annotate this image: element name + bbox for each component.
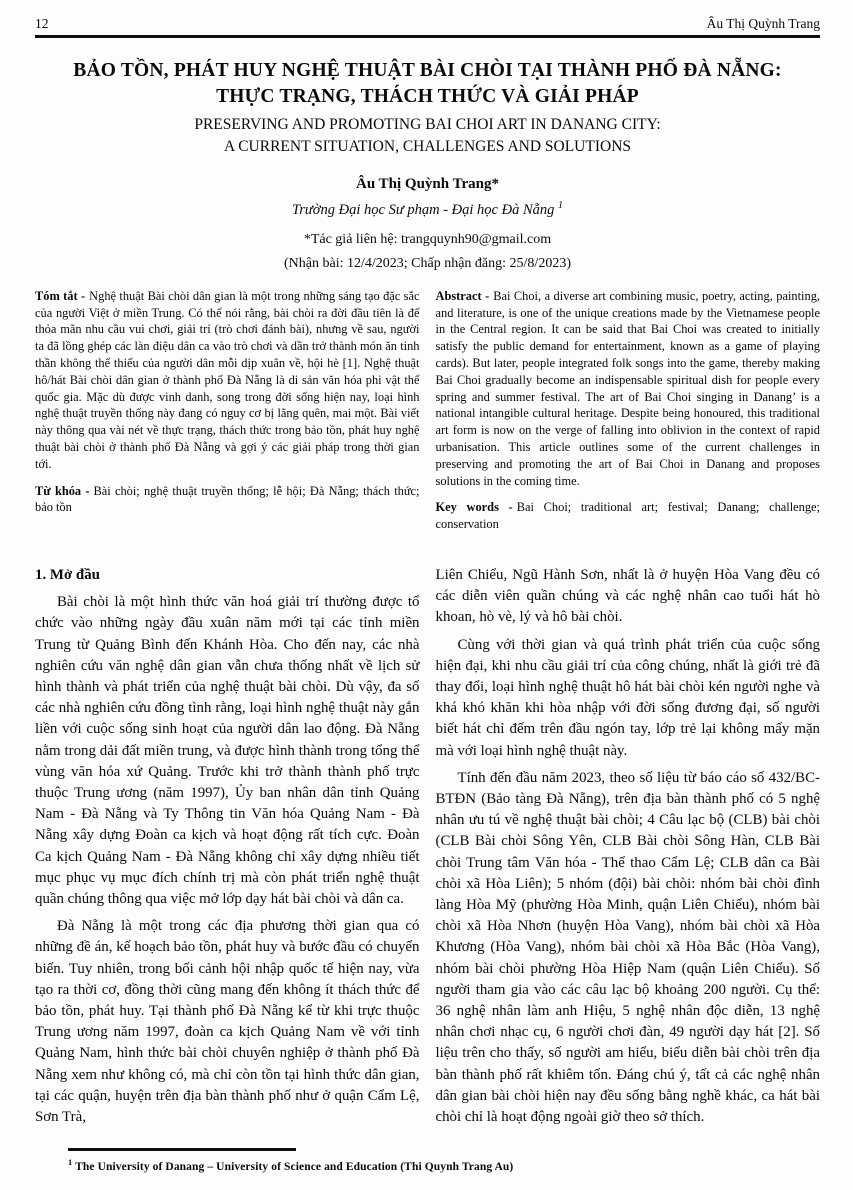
affiliation-text: Trường Đại học Sư phạm - Đại học Đà Nẵng — [291, 201, 555, 218]
abstract-vietnamese-column — [35, 288, 420, 543]
body-paragraph: Tính đến đầu năm 2023, theo số liệu từ báo cáo số 432/BC-BTĐN (Bảo tàng Đà Nẵng), trên địa bàn thành phố có 5 nghệ nhân ưu tú về nghệ thuật bài chòi; 4 Câu lạc bộ (CLB) bài chòi (CLB Bài chòi Sông Yên, CLB Bài chòi Sông Hàn, CLB Bài chòi Trung tâm Văn hóa - Thể thao Cẩm Lệ; CLB dân ca Bài chòi xã Hòa Liên); 5 nhóm (đội) bài chòi: nhóm bài chòi đình làng Hòa Mỹ (phường Hòa Minh, quận Liên Chiểu), nhóm bài chòi xã Hòa Nhơn (huyện Hòa Vang), nhóm bài chòi xã Hòa Khương (Hòa Vang), nhóm bài chòi xã Hòa Bắc (Hòa Vang), nhóm bài chòi phường Hòa Hiệp Nam (quận Liên Chiểu). Số người tham gia vào các câu lạc bộ khoảng 200 người. Cụ thể: 36 nghệ nhân làm anh Hiệu, 5 nghệ nhân độc diễn, 13 nghệ nhân chơi nhạc cụ, 6 người chơi đàn, 49 người dạy hát [2]. Số liệu trên cho thấy, số người am hiểu, biểu diễn bài chòi trên địa bàn thành phố rất khiêm tốn. Đáng chú ý, tất cả các nghệ nhân dân gian bài chòi hiện nay đều sống bằng nghề khác, ca hát bài chòi chỉ là hoạt động ngoài giờ theo sở thích. — [435, 769, 820, 1126]
body-left-column — [35, 565, 420, 1134]
keywords-en — [436, 499, 821, 533]
body-right-column — [436, 565, 821, 1134]
keywords-vi-label: Từ khóa - — [35, 483, 90, 498]
abstract-en-text: Bai Choi, a diverse art combining music, poetry, acting, painting, and literature, is one of the unique creations made by the Vietnamese people in the Central region. It can be said that Bai Choi was created to initially satisfy the public demand for entertainment, known as a game of playing cards). But later, people integrated folk songs into the game, thereby making Bai Choi gradually become an indispensable spiritual dish for people every spring and summer festival. The art of Bai Choi singing in Danang’ is a national intangible cultural heritage. Despite being honoured, this traditional art form is now on the verge of falling into oblivion in the context of rapid urbanisation. This article outlines some of the current challenges in preserving and promoting the art of Bai Choi in Danang and proposes solutions in the coming time. — [435, 288, 820, 488]
author-affiliation — [35, 200, 820, 219]
title-block — [35, 58, 820, 272]
title-en-line2: A CURRENT SITUATION, CHALLENGES AND SOLUTIONS — [223, 138, 632, 155]
footnote-divider — [68, 1148, 296, 1151]
title-vi-line2: THỰC TRẠNG, THÁCH THỨC VÀ GIẢI PHÁP — [216, 86, 639, 107]
body-paragraph: Cùng với thời gian và quá trình phát triển của cuộc sống hiện đại, khi nhu cầu giải trí của công chúng, nhất là giới trẻ đã thay đổi, loại hình nghệ thuật hô hát bài chòi kén người nghe và khá khó khăn khi hòa nhập với đời sống đương đại, số người biết hát chỉ đếm trên đầu ngón tay, lớp trẻ lại không mấy mặn mà với loại hình nghệ thuật này. — [435, 636, 820, 759]
section-1-heading: 1. Mở đầu — [35, 566, 100, 583]
abstract-english-column — [436, 288, 821, 543]
paper-title-vietnamese — [35, 58, 820, 110]
footnote — [68, 1157, 820, 1173]
body-paragraph: Bài chòi là một hình thức văn hoá giải trí thường được tổ chức vào những ngày đầu xuân năm mới tại các tỉnh miền Trung từ Quảng Bình đến Khánh Hòa. Cho đến nay, các nhà nghiên cứu văn nghệ dân gian vẫn chưa thống nhất về lịch sử hình thành và phát triển của nghệ thuật bài chòi. Dù vậy, đa số các nhà nghiên cứu đồng tình rằng, loại hình nghệ thuật này gắn liền với cuộc sống sinh hoạt của người dân lao động. Đà Nẵng nằm trong dải đất miền trung, và được hình thành trong tổng thể vùng văn hóa xứ Quảng. Trước khi trở thành thành phố trực thuộc Trung ương (năm 1997), Ủy ban nhân dân tỉnh Quảng Nam - Đà Nẵng và Ty Thông tin Văn hóa Quảng Nam - Đà Nẵng xây dựng Đoàn ca kịch và hoạt động rất tích cực. Đoàn Ca kịch Quảng Nam - Đà Nẵng không chỉ xây dựng nhiều tiết mục phục vụ mục đích chính trị mà còn phát triển nghệ thuật quần chúng thông qua việc mở lớp dạy hát bài chòi và dân ca. — [35, 594, 420, 908]
title-vi-line1: BẢO TỒN, PHÁT HUY NGHỆ THUẬT BÀI CHÒI TẠI THÀNH PHỐ ĐÀ NẴNG: — [73, 60, 782, 81]
running-head-author: Âu Thị Quỳnh Trang — [706, 16, 820, 31]
footnote-marker: 1 — [68, 1157, 73, 1168]
running-header — [35, 16, 820, 38]
page-number: 12 — [35, 16, 49, 31]
keywords-vi — [35, 483, 420, 517]
author-name: Âu Thị Quỳnh Trang* — [356, 176, 499, 192]
abstract-en-label: Abstract - — [435, 288, 490, 303]
abstract-vi-label: Tóm tắt - — [35, 288, 86, 303]
affiliation-footnote-marker: 1 — [558, 200, 564, 211]
keywords-en-label: Key words - — [435, 500, 513, 515]
body-paragraph: Đà Nẵng là một trong các địa phương thời gian qua có những đề án, kế hoạch bảo tồn, phát huy và bước đầu có chuyển biến. Tuy nhiên, trong bối cảnh hội nhập quốc tế hiện nay, vừa tạo ra thời cơ, đồng thời cũng mang đến không ít thách thức để bảo tồn, phát huy. Tại thành phố Đà Nẵng kể từ khi trực thuộc Trung ương năm 1997, đoàn ca kịch Quảng Nam về với tỉnh Quảng Nam, hình thức bài chòi chuyên nghiệp ở thành phố Đà Nẵng xem như không có, mà chỉ còn tồn tại hình thức dân gian, tại các quận, huyện trên địa bàn thành phố như ở quận Cẩm Lệ, Sơn Trà, — [35, 918, 420, 1126]
received-accepted-dates: (Nhận bài: 12/4/2023; Chấp nhận đăng: 25/8/2023) — [284, 255, 571, 271]
paper-title-english — [35, 114, 820, 158]
body-paragraph: Liên Chiểu, Ngũ Hành Sơn, nhất là ở huyện Hòa Vang đều có các diễn viên quần chúng và các nghệ nhân cao tuổi hát hò khoan, hò vè, lý và hô bài chòi. — [435, 566, 820, 626]
keywords-vi-text: Bài chòi; nghệ thuật truyền thống; lễ hội; Đà Nẵng; thách thức; bảo tồn — [35, 483, 420, 515]
abstract-vi — [35, 288, 420, 473]
abstract-vi-text: Nghệ thuật Bài chòi dân gian là một trong những sáng tạo đặc sắc của người Việt ở miền Trung. Có thể nói rằng, bài chòi ra đời đầu tiên là để thỏa mãn nhu cầu vui chơi, giải trí (trò chơi đánh bài), nhưng về sau, người ta đã lồng ghép các làn điệu dân ca vào trò chơi và dần trở thành món ăn tinh thần không thể thiếu của người dân mỗi dịp xuân về, hội hè [1]. Nghệ thuật hô/hát Bài chòi dân gian ở thành phố Đà Nẵng là di sản văn hóa phi vật thể quốc gia. Mặc dù được vinh danh, song trong đời sống hiện nay, loại hình nghệ thuật truyền thống này đang có nguy cơ bị lãng quên, mai một. Bài viết này thông qua vài nét về thực trạng, thách thức trong bảo tồn, phát huy nghệ thuật bài chòi ở thành phố Đà Nẵng và gợi ý các giải pháp trong thời gian tới. — [35, 288, 420, 471]
abstract-en — [436, 288, 821, 490]
abstract-section — [35, 288, 820, 543]
footnote-text: The University of Danang – University of Science and Education (Thi Quynh Trang Au) — [75, 1161, 514, 1174]
corresponding-author-email: *Tác giả liên hệ: trangquynh90@gmail.com — [303, 231, 552, 247]
body-section — [35, 565, 820, 1134]
title-en-line1: PRESERVING AND PROMOTING BAI CHOI ART IN DANANG CITY: — [194, 116, 661, 133]
keywords-en-text: Bai Choi; traditional art; festival; Danang; challenge; conservation — [435, 500, 820, 532]
